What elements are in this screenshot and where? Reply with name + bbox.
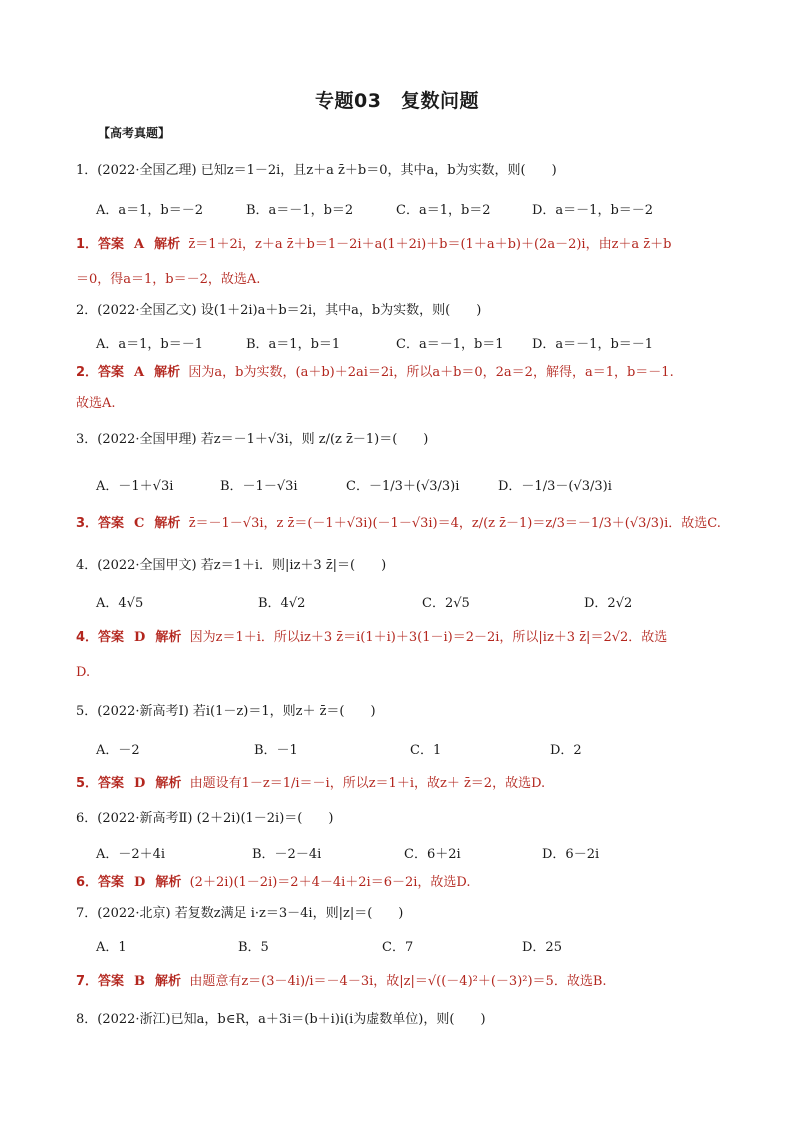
analysis-text: z̄＝1＋2i，z＋a z̄＋b＝1－2i＋a(1＋2i)＋b＝(1＋a＋b)＋(2a－2)i，由z＋a z̄＋b — [188, 237, 672, 252]
question-8-stem: 8．(2022·浙江)已知a，b∈R，a＋3i＝(b＋i)i(i为虚数单位)，则( ) — [76, 1012, 486, 1027]
question-7-option-b: B．5 — [238, 940, 269, 955]
question-6-option-d: D．6－2i — [542, 847, 600, 862]
question-6-answer — [76, 874, 471, 892]
question-2-option-d: D．a＝－1，b＝－1 — [532, 337, 654, 352]
question-4-answer — [76, 629, 667, 647]
question-6-option-a: A．－2＋4i — [96, 847, 166, 862]
question-1-options — [96, 199, 736, 217]
question-1-option-d: D．a＝－1，b＝－2 — [532, 203, 654, 218]
question-6-options — [96, 843, 736, 861]
question-3-option-b: B．－1－√3i — [220, 479, 298, 494]
question-1-stem: 1．(2022·全国乙理) 已知z＝1－2i，且z＋a z̄＋b＝0，其中a，b为实数，则( ) — [76, 163, 557, 178]
answer-letter: D — [134, 630, 146, 645]
question-6-stem: 6．(2022·新高考Ⅱ) (2＋2i)(1－2i)＝( ) — [76, 811, 334, 826]
question-3-option-d: D．－1/3－(√3/3)i — [498, 479, 612, 494]
question-1-analysis-cont: ＝0，得a＝1，b＝－2，故选A. — [76, 272, 261, 287]
analysis-text: 因为z＝1＋i．所以iz＋3 z̄＝i(1＋i)＋3(1－i)＝2－2i，所以|iz＋3 z̄|＝2√2．故选 — [189, 630, 668, 645]
answer-label: 5．答案 — [76, 776, 125, 791]
answer-label: 7．答案 — [76, 974, 125, 989]
answer-label: 3．答案 — [76, 516, 125, 531]
question-2-option-a: A．a＝1，b＝－1 — [96, 337, 204, 352]
question-7-answer — [76, 973, 607, 991]
question-5-option-a: A．－2 — [96, 743, 140, 758]
section-heading: 【高考真题】 — [98, 126, 171, 140]
question-6-option-b: B．－2－4i — [252, 847, 322, 862]
question-5-option-d: D．2 — [550, 743, 582, 758]
question-2-option-c: C．a＝－1，b＝1 — [396, 337, 504, 352]
question-7-option-c: C．7 — [382, 940, 414, 955]
question-4-option-d: D．2√2 — [584, 596, 633, 611]
analysis-label: 解析 — [154, 365, 181, 380]
question-4-stem: 4．(2022·全国甲文) 若z＝1＋i．则|iz＋3 z̄|＝( ) — [76, 558, 387, 573]
answer-letter: A — [134, 237, 145, 252]
question-7-option-a: A．1 — [96, 940, 127, 955]
analysis-text: z̄＝－1－√3i，z z̄＝(－1＋√3i)(－1－√3i)＝4，z/(z z̄－1)＝z/3＝－1/3＋(√3/3)i．故选C. — [188, 516, 721, 531]
question-5-option-b: B．－1 — [254, 743, 298, 758]
answer-letter: D — [134, 776, 146, 791]
question-5-option-c: C．1 — [410, 743, 442, 758]
question-4-options — [96, 592, 736, 610]
analysis-text: 由题设有1－z＝1/i＝－i，所以z＝1＋i，故z＋ z̄＝2，故选D. — [189, 776, 546, 791]
question-2-analysis-cont: 故选A. — [76, 396, 116, 411]
analysis-label: 解析 — [154, 516, 181, 531]
answer-letter: B — [134, 974, 146, 989]
analysis-text: 由题意有z＝(3－4i)/i＝－4－3i，故|z|＝√((－4)²＋(－3)²)＝5．故选B. — [189, 974, 607, 989]
analysis-label: 解析 — [155, 974, 182, 989]
question-2-answer — [76, 364, 674, 382]
question-6-option-c: C．6＋2i — [404, 847, 461, 862]
question-5-answer — [76, 775, 545, 793]
question-1-option-a: A．a＝1，b＝－2 — [96, 203, 204, 218]
analysis-label: 解析 — [155, 776, 182, 791]
question-1-option-b: B．a＝－1，b＝2 — [246, 203, 354, 218]
analysis-text: (2＋2i)(1－2i)＝2＋4－4i＋2i＝6－2i，故选D. — [189, 875, 471, 890]
question-4-analysis-cont: D. — [76, 665, 91, 680]
question-2-stem: 2．(2022·全国乙文) 设(1＋2i)a＋b＝2i，其中a，b为实数，则( ) — [76, 303, 482, 318]
answer-letter: D — [134, 875, 146, 890]
question-1-option-c: C．a＝1，b＝2 — [396, 203, 491, 218]
question-3-answer — [76, 515, 721, 533]
question-1-answer — [76, 236, 671, 254]
page-title: 专题03 复数问题 — [315, 90, 479, 112]
answer-label: 4．答案 — [76, 630, 125, 645]
analysis-label: 解析 — [154, 237, 181, 252]
question-5-options — [96, 739, 736, 757]
answer-letter: A — [134, 365, 145, 380]
question-2-option-b: B．a＝1，b＝1 — [246, 337, 341, 352]
question-2-options — [96, 333, 736, 351]
answer-label: 2．答案 — [76, 365, 125, 380]
analysis-label: 解析 — [155, 630, 182, 645]
question-4-option-b: B．4√2 — [258, 596, 306, 611]
question-3-stem: 3．(2022·全国甲理) 若z＝－1＋√3i，则 z/(z z̄－1)＝( ) — [76, 432, 429, 447]
analysis-text: 因为a，b为实数，(a＋b)＋2ai＝2i，所以a＋b＝0，2a＝2，解得，a＝1，b＝－1. — [188, 365, 674, 380]
question-3-options — [96, 475, 736, 493]
answer-label: 1．答案 — [76, 237, 125, 252]
answer-label: 6．答案 — [76, 875, 125, 890]
answer-letter: C — [134, 516, 145, 531]
question-3-option-a: A．－1＋√3i — [96, 479, 174, 494]
question-5-stem: 5．(2022·新高考Ⅰ) 若i(1－z)＝1，则z＋ z̄＝( ) — [76, 704, 376, 719]
question-3-option-c: C．－1/3＋(√3/3)i — [346, 479, 460, 494]
question-7-options — [96, 936, 736, 954]
question-7-stem: 7．(2022·北京) 若复数z满足 i·z＝3－4i，则|z|＝( ) — [76, 906, 404, 921]
analysis-label: 解析 — [155, 875, 182, 890]
question-7-option-d: D．25 — [522, 940, 562, 955]
question-4-option-c: C．2√5 — [422, 596, 470, 611]
question-4-option-a: A．4√5 — [96, 596, 144, 611]
